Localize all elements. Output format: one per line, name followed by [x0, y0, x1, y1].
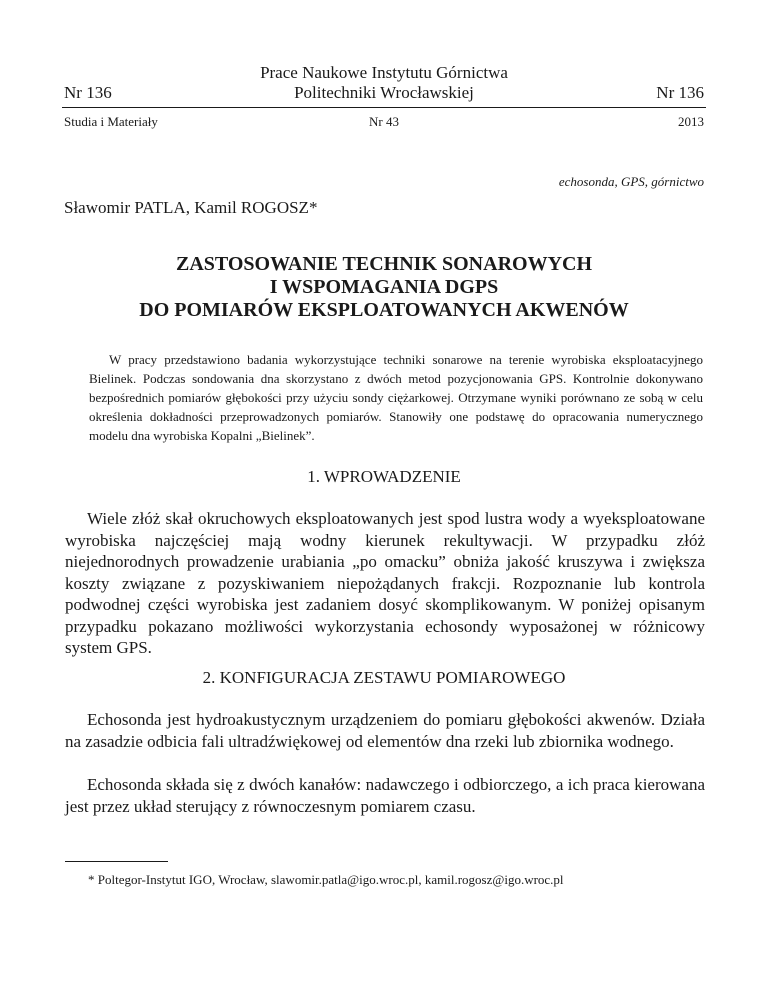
abstract: W pracy przedstawiono badania wykorzystujące techniki sonarowe na terenie wyrobiska eksploatacyjnego Bielinek. Podczas sondowania dna skorzystano z dwóch metod pozycjonowania GPS. Kontrolnie dokonywano bezpośrednich pomiarów głębokości przy użyciu sondy ciężarkowej. Otrzymane wyniki porównano ze sobą w celu określenia dokładności przeprowadzonych pomiarów. Stanowiły one podstawę do opracowania numerycznego modelu dna wyrobiska Kopalni „Bielinek”.	[89, 352, 703, 443]
section-1-heading: 1. WPROWADZENIE	[307, 467, 461, 486]
section-2-heading: 2. KONFIGURACJA ZESTAWU POMIAROWEGO	[202, 668, 566, 687]
authors: Sławomir PATLA, Kamil ROGOSZ*	[64, 198, 318, 217]
series-name: Studia i Materiały	[64, 114, 158, 129]
journal-name-line1: Prace Naukowe Instytutu Górnictwa	[260, 63, 508, 82]
footnote: * Poltegor-Instytut IGO, Wrocław, slawomir.patla@igo.wroc.pl, kamil.rogosz@igo.wroc.pl	[88, 872, 564, 887]
journal-name-line2: Politechniki Wrocławskiej	[294, 83, 474, 102]
title-line1: ZASTOSOWANIE TECHNIK SONAROWYCH	[175, 253, 593, 275]
section-1-paragraph: Wiele złóż skał okruchowych eksploatowanych jest spod lustra wody a wyeksploatowane wyrobiska najczęściej mają wodny kierunek rekultywacji. W przypadku złóż niejednorodnych prowadzenie urabiania „po omacku” obniża jakość kruszywa i zwiększa koszty związane z pozyskiwaniem niepożądanych frakcji. Rozpoznanie lub kontrola podwodnej części wyrobiska jest zadaniem dosyć skomplikowanym. W poniżej opisanym przypadku pokazano możliwości wykorzystania echosondy wyposażonej w różnicowy system GPS.	[65, 509, 705, 657]
footnote-rule	[65, 861, 168, 862]
title-line2: I WSPOMAGANIA DGPS	[269, 276, 499, 298]
section-2-paragraph-2: Echosonda składa się z dwóch kanałów: nadawczego i odbiorczego, a ich praca kierowana jest przez układ sterujący z równoczesnym pomiarem czasu.	[65, 775, 705, 816]
keywords: echosonda, GPS, górnictwo	[558, 174, 704, 189]
issue-number-right: Nr 136	[656, 83, 704, 102]
section-2-paragraph-1: Echosonda jest hydroakustycznym urządzeniem do pomiaru głębokości akwenów. Działa na zasadzie odbicia fali ultradźwiękowej od elementów dna rzeki lub zbiornika wodnego.	[65, 710, 705, 751]
publication-year: 2013	[678, 114, 704, 129]
title-line3: DO POMIARÓW EKSPLOATOWANYCH AKWENÓW	[139, 299, 629, 321]
header-rule	[62, 107, 706, 108]
issue-number-left: Nr 136	[64, 83, 112, 102]
series-issue: Nr 43	[369, 114, 399, 129]
